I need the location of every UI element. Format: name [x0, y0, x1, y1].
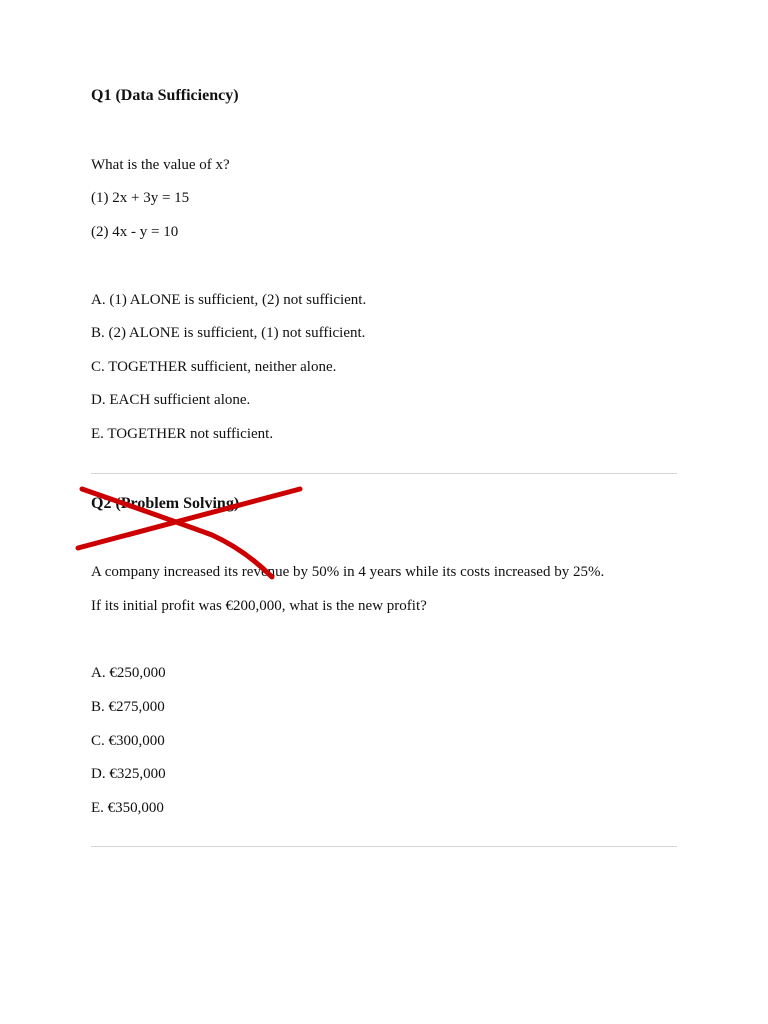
q2-option-b: B. €275,000 [91, 699, 165, 715]
q2-option-d: D. €325,000 [91, 766, 166, 782]
q2-option-e: E. €350,000 [91, 800, 164, 816]
q1-heading: Q1 (Data Sufficiency) [91, 87, 239, 104]
q2-heading: Q2 (Problem Solving) [91, 495, 240, 512]
q1-option-a: A. (1) ALONE is sufficient, (2) not sufficient. [91, 292, 367, 308]
q1-option-d: D. EACH sufficient alone. [91, 392, 251, 408]
divider [91, 846, 677, 847]
q2-option-c: C. €300,000 [91, 733, 165, 749]
q1-question: What is the value of x? [91, 157, 230, 173]
q1-statement-1: (1) 2x + 3y = 15 [91, 190, 190, 206]
q1-option-e: E. TOGETHER not sufficient. [91, 426, 274, 442]
q1-option-c: C. TOGETHER sufficient, neither alone. [91, 359, 337, 375]
q2-option-a: A. €250,000 [91, 665, 166, 681]
q2-question-line-2: If its initial profit was €200,000, what is the new profit? [91, 598, 427, 614]
q2-question-line-1: A company increased its revenue by 50% in 4 years while its costs increased by 25%. [91, 564, 605, 580]
q1-statement-2: (2) 4x - y = 10 [91, 224, 179, 240]
q1-option-b: B. (2) ALONE is sufficient, (1) not sufficient. [91, 325, 366, 341]
divider [91, 473, 677, 474]
